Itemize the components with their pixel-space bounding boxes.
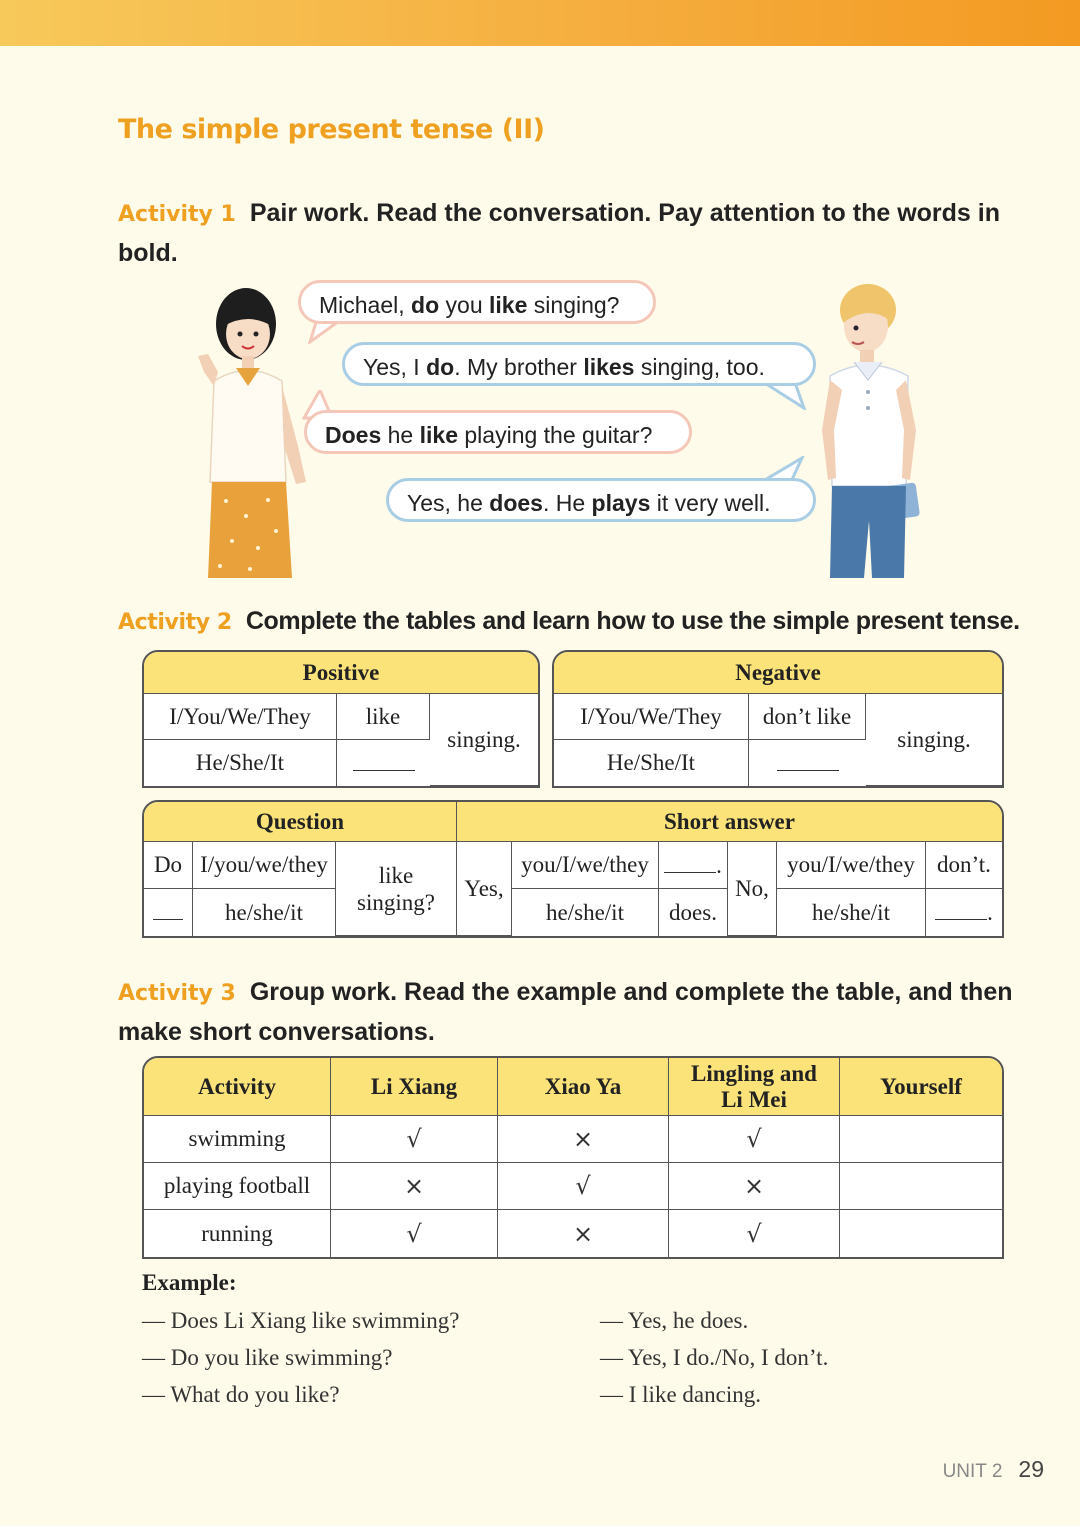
activity3-table xyxy=(142,1056,1004,1259)
activity3-label: Activity 3 xyxy=(118,981,236,1006)
negative-verb-1: don’t like xyxy=(749,694,866,740)
question-subject-1: I/you/we/they xyxy=(193,842,336,889)
table-row xyxy=(144,1163,1002,1210)
col-activity: Activity xyxy=(144,1058,331,1116)
row-activity: playing football xyxy=(144,1163,331,1210)
activity1-text: Pair work. Read the conversation. Pay attention to the words in bold. xyxy=(118,199,1000,267)
example-answer-1: — Yes, he does. xyxy=(600,1308,749,1333)
mark-cell: × xyxy=(498,1116,669,1163)
example-answer-2: — Yes, I do./No, I don’t. xyxy=(600,1345,829,1370)
speech-bubble-2: Yes, I do. My brother likes singing, too. xyxy=(342,342,816,386)
negative-subject-2: He/She/It xyxy=(554,740,749,786)
positive-verb-1: like xyxy=(337,694,430,740)
row-activity: swimming xyxy=(144,1116,331,1163)
mark-cell: √ xyxy=(669,1210,840,1257)
activity2-instruction xyxy=(118,602,1038,642)
mark-cell: √ xyxy=(669,1116,840,1163)
activity2-text: Complete the tables and learn how to use the simple present tense. xyxy=(245,607,1020,635)
yes-subject-1: you/I/we/they xyxy=(512,842,659,889)
example-label: Example: xyxy=(142,1270,237,1295)
col-xiao-ya: Xiao Ya xyxy=(498,1058,669,1116)
row-activity: running xyxy=(144,1210,331,1257)
yourself-cell[interactable] xyxy=(840,1210,1002,1257)
answer-yes: Yes, xyxy=(457,842,512,936)
question-table xyxy=(142,800,1004,938)
mark-cell: √ xyxy=(331,1116,498,1163)
question-verb: like singing? xyxy=(336,842,457,936)
negative-table xyxy=(552,650,1004,788)
activity1-label: Activity 1 xyxy=(118,202,236,227)
mark-cell: √ xyxy=(498,1163,669,1210)
no-blank[interactable]: . xyxy=(926,889,1002,936)
top-banner xyxy=(0,0,1080,46)
answer-no: No, xyxy=(728,842,777,936)
example-question-2: — Do you like swimming? xyxy=(142,1345,393,1370)
table-row xyxy=(144,1116,1002,1163)
positive-subject-2: He/She/It xyxy=(144,740,337,786)
question-do: Do xyxy=(144,842,193,889)
yourself-cell[interactable] xyxy=(840,1116,1002,1163)
col-li-xiang: Li Xiang xyxy=(331,1058,498,1116)
boy-illustration xyxy=(806,280,934,578)
no-subject-1: you/I/we/they xyxy=(777,842,926,889)
unit-label: UNIT 2 xyxy=(942,1461,1003,1482)
no-dont: don’t. xyxy=(926,842,1002,889)
positive-table xyxy=(142,650,540,788)
mark-cell: × xyxy=(331,1163,498,1210)
example-question-1: — Does Li Xiang like swimming? xyxy=(142,1308,460,1333)
activity3-text: Group work. Read the example and complete the table, and then make short conversations. xyxy=(118,978,1013,1046)
speech-bubble-1: Michael, do you like singing? xyxy=(298,280,656,324)
short-answer-header: Short answer xyxy=(457,802,1002,842)
activity2-label: Activity 2 xyxy=(118,610,232,635)
yes-blank[interactable]: . xyxy=(659,842,728,889)
yes-subject-2: he/she/it xyxy=(512,889,659,936)
question-subject-2: he/she/it xyxy=(193,889,336,936)
negative-header: Negative xyxy=(554,652,1002,694)
activity3-instruction xyxy=(118,973,1018,1051)
mark-cell: × xyxy=(498,1210,669,1257)
col-yourself: Yourself xyxy=(840,1058,1002,1116)
yourself-cell[interactable] xyxy=(840,1163,1002,1210)
no-subject-2: he/she/it xyxy=(777,889,926,936)
positive-ending: singing. xyxy=(430,694,538,786)
positive-subject-1: I/You/We/They xyxy=(144,694,337,740)
speech-bubble-4: Yes, he does. He plays it very well. xyxy=(386,478,816,522)
section-title: The simple present tense (II) xyxy=(118,114,545,145)
mark-cell: × xyxy=(669,1163,840,1210)
activity1-instruction xyxy=(118,194,1018,272)
mark-cell: √ xyxy=(331,1210,498,1257)
page-footer xyxy=(943,1456,1044,1483)
negative-ending: singing. xyxy=(866,694,1002,786)
positive-header: Positive xyxy=(144,652,538,694)
question-header: Question xyxy=(144,802,457,842)
table-row xyxy=(144,1210,1002,1257)
example-question-3: — What do you like? xyxy=(142,1382,340,1407)
positive-blank[interactable] xyxy=(337,740,430,786)
speech-bubble-3: Does he like playing the guitar? xyxy=(304,410,692,454)
example-answer-3: — I like dancing. xyxy=(600,1382,761,1407)
negative-subject-1: I/You/We/They xyxy=(554,694,749,740)
yes-does: does. xyxy=(659,889,728,936)
question-blank[interactable] xyxy=(144,889,193,936)
page-number: 29 xyxy=(1018,1456,1044,1482)
negative-blank[interactable] xyxy=(749,740,866,786)
col-lingling-limei: Lingling and Li Mei xyxy=(669,1058,840,1116)
